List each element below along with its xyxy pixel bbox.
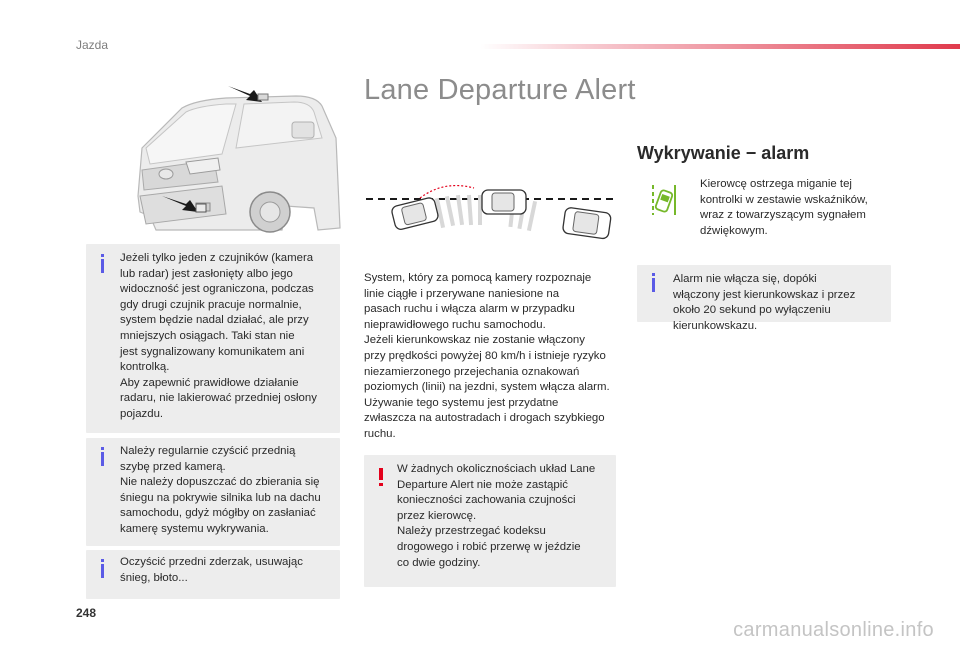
section-heading: Wykrywanie − alarm: [637, 143, 810, 163]
info-note-text: Alarm nie włącza się, dopóki włączony jest kierunkowskaz i przez około 20 sekund po wyłączeniu kierunkowskazu.: [673, 273, 856, 332]
info-note-text: Oczyścić przedni zderzak, usuwając śnieg, błoto...: [120, 556, 303, 584]
alarm-text: Kierowcę ostrzega miganie tej kontrolki w zestawie wskaźników, wraz z towarzyszącym sygnałem dźwiękowym.: [700, 178, 868, 237]
info-icon: [652, 278, 655, 292]
info-icon: [101, 452, 104, 466]
system-description: System, który za pomocą kamery rozpoznaje linie ciągłe i przerywane naniesione na pasach ruchu i włącza alarm w przypadku nieprawidłowego ruchu samochodu. Jeżeli kierunkowskaz nie zostanie włączony przy prędkości powyżej 80 km/h i istnieje ryzyko niezamierzonego przejechania oznakowań poziomych (linii) na jezdni, system włącza alarm. Używanie tego systemu jest przydatne zwłaszcza na autostradach i drogach szybkiego ruchu.: [364, 272, 610, 440]
info-icon: [101, 259, 104, 273]
info-note-text: Należy regularnie czyścić przednią szybę przed kamerą. Nie należy dopuszczać do zbierania się śniegu na pokrywie silnika lub na dachu samochodu, gdyż mógłby on zasłaniać kamerę systemu wykrywania.: [120, 445, 321, 535]
info-note-bumper: [86, 550, 340, 599]
warning-note: [364, 455, 616, 587]
watermark: carmanualsonline.info: [733, 619, 934, 641]
lane-departure-indicator-icon: [650, 183, 678, 217]
info-note-indicator: [637, 265, 891, 332]
info-icon: [101, 564, 104, 578]
info-note-windscreen: [86, 438, 340, 546]
warning-icon: [379, 468, 383, 480]
info-note-text: Jeżeli tylko jeden z czujników (kamera lub radar) jest zasłonięty albo jego widoczność jest ograniczona, podczas gdy drugi czujnik pracuje normalnie, system będzie nadal działać, ale przy mniejszych osiągach. Taki stan nie jest sygnalizowany komunikatem ani kontrolką. Aby zapewnić prawidłowe działanie radaru, nie lakierować przedniej osłony pojazdu.: [120, 252, 317, 420]
info-note-sensors: [86, 244, 340, 433]
lane-departure-diagram: [364, 178, 616, 250]
page-title: Lane Departure Alert: [364, 74, 636, 106]
van-front-illustration: [86, 78, 342, 240]
warning-note-text: W żadnych okolicznościach układ Lane Departure Alert nie może zastąpić konieczności zachowania czujności przez kierowcę. Należy przestrzegać kodeksu drogowego i robić przerwę w jeździe co dwie godziny.: [397, 463, 596, 569]
section-name: Jazda: [76, 38, 109, 52]
header-accent-bar: [480, 44, 960, 49]
page-number: 248: [76, 606, 97, 620]
